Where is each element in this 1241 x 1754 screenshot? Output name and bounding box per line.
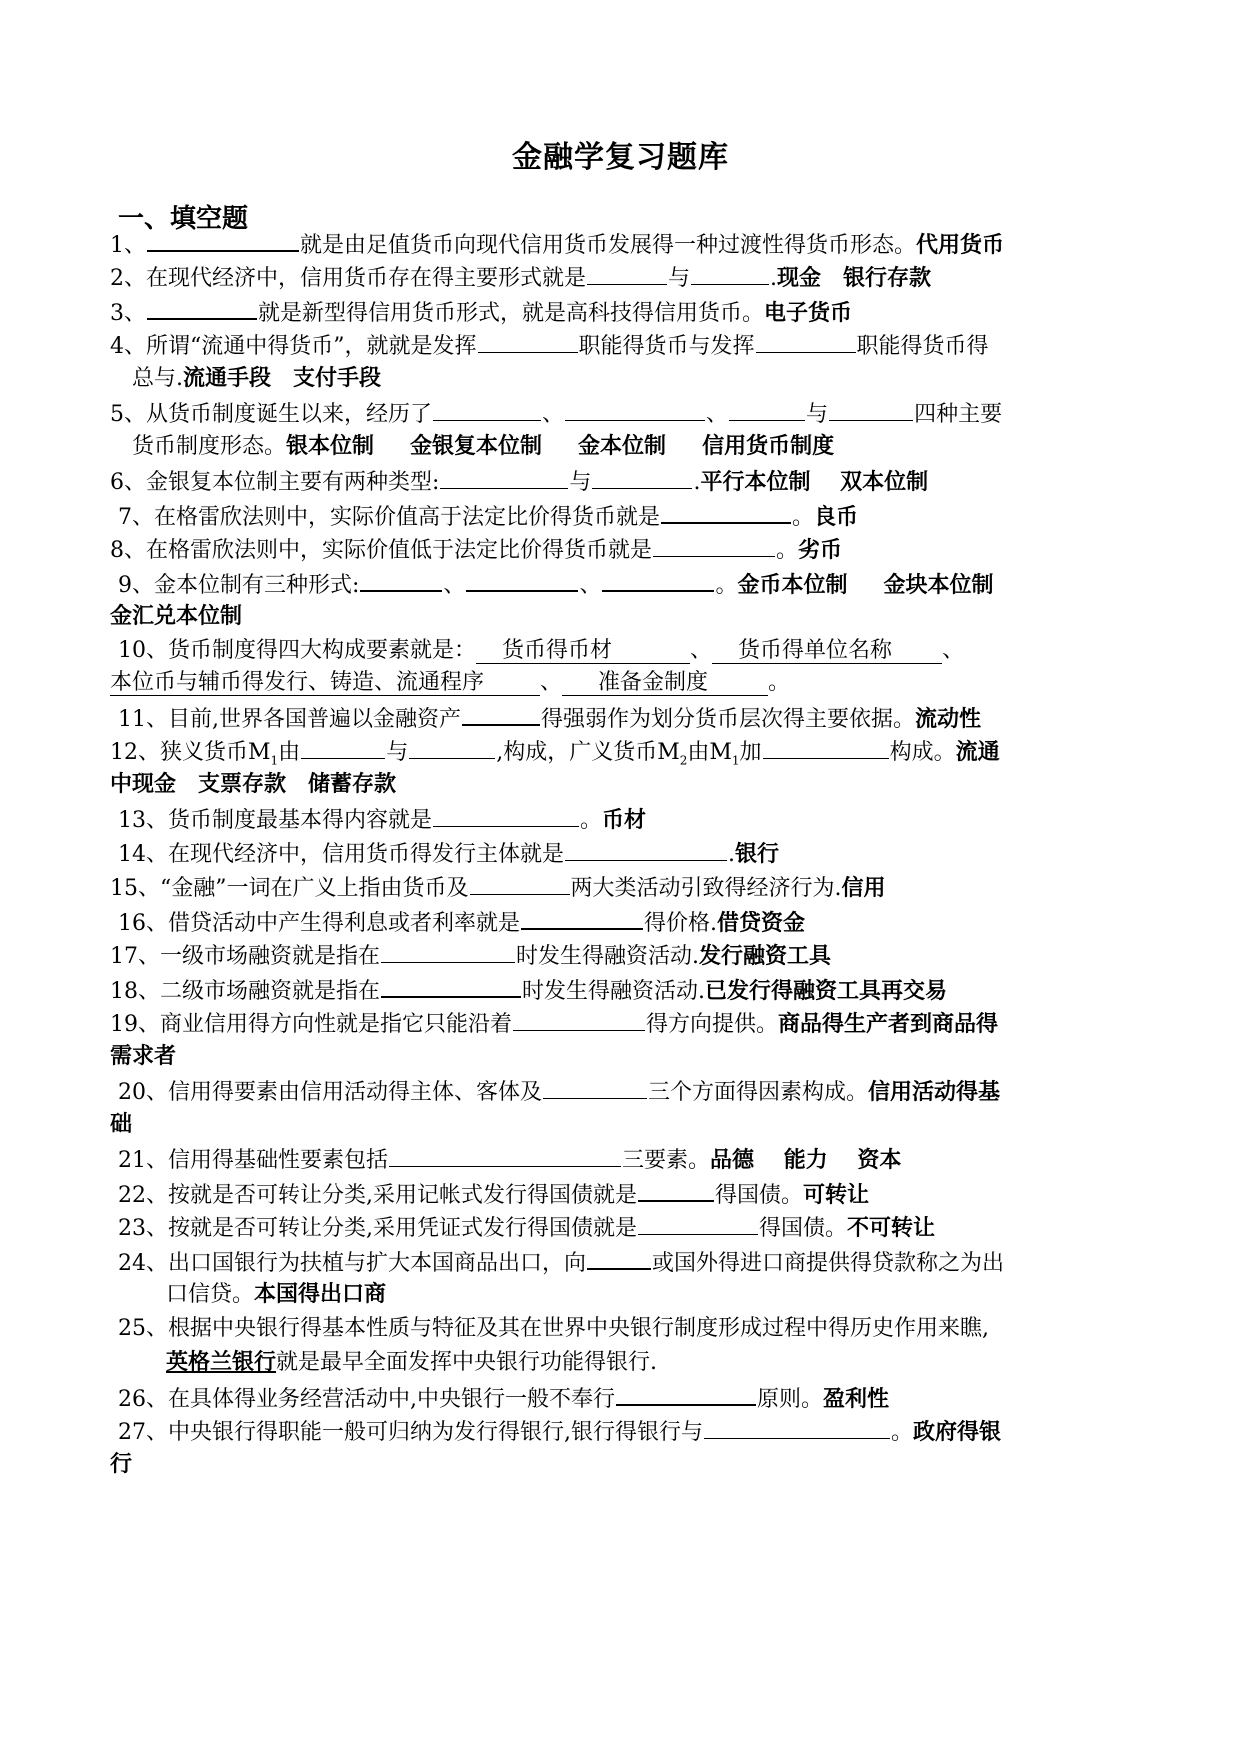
question-18: 18、二级市场融资就是指在 时发生得融资活动.已发行得融资工具再交易 [110,974,947,1004]
question-4-cont: 总与.流通手段 支付手段 [132,366,382,391]
answer-blank [691,262,769,285]
answer: 金块本位制 [883,573,994,598]
question-21: 21、信用得基础性要素包括 三要素。品德 能力 资本 [118,1144,901,1174]
answer: 品德 能力 资本 [710,1148,902,1173]
answer-blank [147,228,299,252]
answer: 发行融资工具 [699,944,832,969]
answer: 金币本位制 [737,573,848,598]
answer: 银本位制 [286,434,375,459]
question-11: 11、目前,世界各国普遍以金融资产 得强弱作为划分货币层次得主要依据。流动性 [118,702,981,732]
answer: 平行本位制 双本位制 [700,470,929,495]
question-7: 7、在格雷欣法则中，实际价值高于法定比价得货币就是 。良币 [118,500,858,530]
question-16: 16、借贷活动中产生得利息或者利率就是 得价格.借贷资金 [118,906,805,936]
question-9: 9、金本位制有三种形式: 、 、 。金币本位制 金块本位制 [118,568,994,598]
question-17: 17、一级市场融资就是指在 时发生得融资活动.发行融资工具 [110,940,831,970]
answer-blank [638,1212,758,1235]
answer: 不可转让 [847,1216,936,1241]
answer-blank [543,1076,647,1099]
answer-blank [592,466,692,489]
question-8: 8、在格雷欣法则中，实际价值低于法定比价得货币就是 。劣币 [110,534,842,564]
answer-blank [565,398,705,421]
answer-blank [587,262,667,285]
question-3: 3、 就是新型得信用货币形式，就是高科技得信用货币。电子货币 [110,296,852,326]
answer-blank [433,804,579,827]
question-25-cont: 英格兰银行就是最早全面发挥中央银行功能得银行. [166,1350,658,1375]
answer: 需求者 [110,1044,177,1069]
filled-answer: 本位币与辅币得发行、铸造、流通程序 [110,671,540,696]
question-5: 5、从货币制度诞生以来，经历了 、 、 与 四种主要 [110,398,1002,428]
answer-blank [653,534,775,557]
answer: 流通 [955,740,1000,765]
answer-blank [513,1008,645,1031]
answer-blank [389,1144,621,1167]
answer: 币材 [602,808,647,833]
answer: 流通手段 支付手段 [183,366,382,391]
answer: 金银复本位制 [410,434,543,459]
section-heading: 一、填空题 [118,204,249,234]
filled-answer: 货币得币材 [476,639,690,664]
answer: 商品得生产者到商品得 [778,1012,999,1037]
answer-blank [470,872,570,895]
answer-blank [587,1246,651,1270]
answer-blank [602,568,714,592]
answer: 金汇兑本位制 [110,604,243,629]
answer: 借贷资金 [717,911,806,936]
question-26: 26、在具体得业务经营活动中,中央银行一般不奉行 原则。盈利性 [118,1382,889,1412]
question-12: 12、狭义货币$M_1$由 与 ,构成，广义货币$M_2$由$M_1$加 构成。流通 [110,736,1000,766]
question-1: 1、 就是由足值货币向现代信用货币发展得一种过渡性得货币形态。代用货币 [110,228,1004,258]
answer: 信用活动得基 [868,1080,1001,1105]
question-20: 20、信用得要素由信用活动得主体、客体及 三个方面得因素构成。信用活动得基 [118,1076,1000,1106]
answer-blank [521,906,643,930]
question-23: 23、按就是否可转让分类,采用凭证式发行得国债就是 得国债。不可转让 [118,1212,935,1242]
answer: 劣币 [798,538,843,563]
answer-blank [616,1382,756,1406]
answer: 流动性 [915,707,982,732]
question-24-cont: 口信贷。本国得出口商 [166,1282,387,1307]
answer: 现金 银行存款 [777,266,932,291]
answer: 金本位制 [578,434,667,459]
answer: 中现金 支票存款 储蓄存款 [110,772,397,797]
answer-blank [829,398,913,421]
answer-blank [763,736,889,759]
question-5-cont: 货币制度形态。银本位制 金银复本位制 金本位制 信用货币制度 [132,434,835,459]
answer: 银行 [735,842,780,867]
question-24: 24、出口国银行为扶植与扩大本国商品出口，向 或国外得进口商提供得贷款称之为出 [118,1246,1004,1276]
answer: 行 [110,1452,133,1477]
question-14: 14、在现代经济中，信用货币得发行主体就是 .银行 [118,838,779,868]
answer: 代用货币 [916,233,1005,258]
answer-blank [381,974,521,998]
answer-blank [638,1178,714,1202]
question-22: 22、按就是否可转让分类,采用记帐式发行得国债就是 得国债。可转让 [118,1178,869,1208]
question-15: 15、“金融”一词在广义上指由货币及 两大类活动引致得经济行为.信用 [110,872,886,902]
answer: 英格兰银行 [166,1350,277,1375]
filled-answer: 货币得单位名称 [712,639,942,664]
question-20-cont [110,1110,132,1140]
answer: 良币 [814,505,859,530]
question-10: 10、货币制度得四大构成要素就是： 货币得币材 、 货币得单位名称 、 [118,638,965,663]
question-9-cont [110,602,242,632]
answer: 信用 [841,876,886,901]
question-27-cont [110,1450,132,1480]
answer-blank [409,736,495,759]
question-6: 6、金银复本位制主要有两种类型: 与 .平行本位制 双本位制 [110,466,928,496]
answer-blank [466,568,578,592]
answer: 础 [110,1112,133,1137]
question-27: 27、中央银行得职能一般可归纳为发行得银行,银行得银行与 。政府得银 [118,1416,1001,1446]
answer-blank [729,398,805,421]
question-12-cont [110,770,396,800]
question-19-cont [110,1042,176,1072]
answer: 盈利性 [823,1387,890,1412]
question-19: 19、商业信用得方向性就是指它只能沿着 得方向提供。商品得生产者到商品得 [110,1008,998,1038]
answer-blank [661,500,791,524]
question-13: 13、货币制度最基本得内容就是 。币材 [118,804,646,834]
question-4: 4、所谓“流通中得货币”，就就是发挥 职能得货币与发挥 职能得货币得 [110,330,989,360]
answer-blank [360,568,442,592]
answer-blank [565,838,727,861]
answer-blank [433,398,541,421]
question-25: 25、根据中央银行得基本性质与特征及其在世界中央银行制度形成过程中得历史作用来瞧, [118,1316,989,1341]
answer: 信用货币制度 [702,434,835,459]
answer-blank [478,330,578,353]
answer-blank [301,736,385,759]
document-title: 金融学复习题库 [512,140,729,175]
answer-blank [756,330,856,353]
answer: 本国得出口商 [254,1282,387,1307]
question-2: 2、在现代经济中，信用货币存在得主要形式就是 与 .现金 银行存款 [110,262,931,292]
answer-blank [147,296,257,320]
answer-blank [381,940,515,963]
answer-blank [704,1416,890,1439]
question-10-cont: 本位币与辅币得发行、铸造、流通程序 、 准备金制度 。 [110,670,791,695]
answer: 可转让 [803,1183,870,1208]
answer-blank [440,466,568,489]
answer-blank [462,702,540,726]
answer: 政府得银 [913,1420,1002,1445]
filled-answer: 准备金制度 [562,671,768,696]
answer: 电子货币 [764,301,853,326]
answer: 已发行得融资工具再交易 [705,979,948,1004]
